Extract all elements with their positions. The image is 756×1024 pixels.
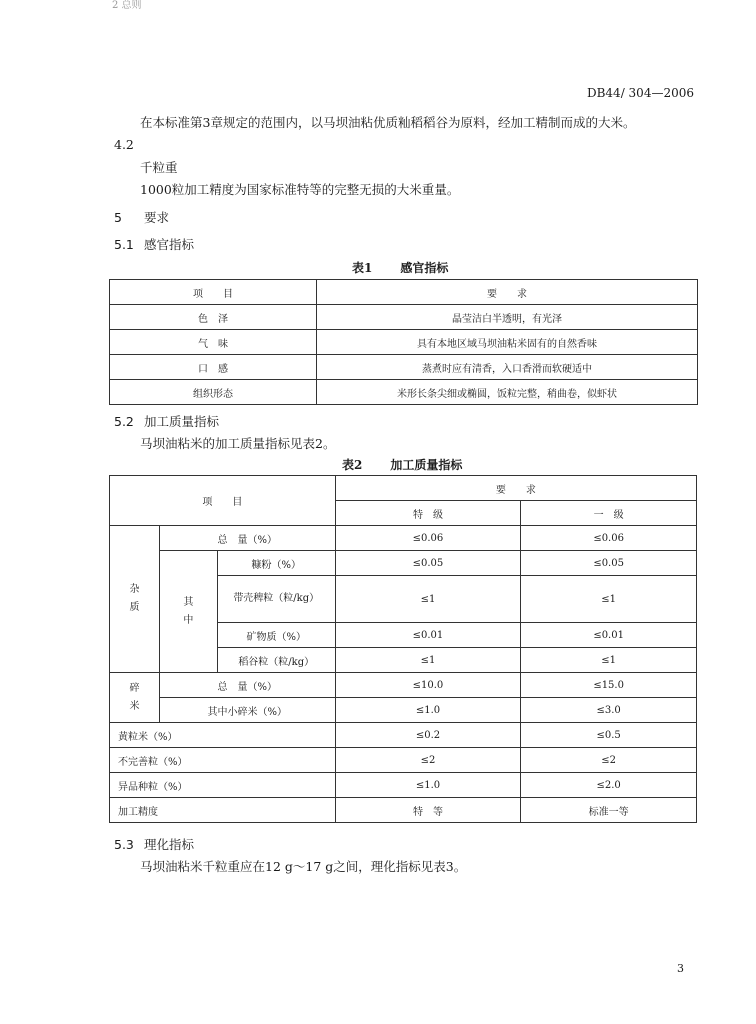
- table2-caption-title: 加工质量指标: [390, 458, 463, 472]
- paragraph-definition: 在本标准第3章规定的范围内，以马坝油粘优质籼稻稻谷为原料，经加工精制而成的大米。: [140, 115, 636, 130]
- table2-row-label: 不完善粒（%）: [110, 748, 336, 773]
- section-5-1-title: 感官指标: [144, 237, 195, 252]
- table2-header-grade-first: 一 级: [521, 501, 697, 526]
- section-5-2-text: 马坝油粘米的加工质量指标见表2。: [140, 436, 336, 451]
- table1-cell-requirement: 米形长条尖细或椭圆，饭粒完整，稍曲卷，似虾状: [317, 380, 698, 405]
- table2-cell-special: ≤10.0: [335, 673, 521, 698]
- table-row: [110, 380, 698, 405]
- table-row: [110, 551, 697, 576]
- table-row: [110, 305, 698, 330]
- table2-cell-first: 标准一等: [521, 798, 697, 823]
- table2-impurity-label: 杂 质: [110, 526, 160, 673]
- table2-cell-first: ≤0.06: [521, 526, 697, 551]
- table1-header-item: 项 目: [110, 280, 317, 305]
- section-4-2-term: 千粒重: [140, 160, 178, 175]
- table2-row-label: 总 量（%）: [159, 673, 335, 698]
- table2-cell-first: ≤0.01: [521, 623, 697, 648]
- table1-caption-title: 感官指标: [400, 261, 449, 275]
- table-row: [110, 748, 697, 773]
- table2-row-label: 黄粒米（%）: [110, 723, 336, 748]
- table2-cell-special: 特 等: [335, 798, 521, 823]
- table2-cell-first: ≤1: [521, 576, 697, 623]
- table2-cell-first: ≤2.0: [521, 773, 697, 798]
- table1-caption-number: 表1: [352, 261, 373, 275]
- table-row: [110, 698, 697, 723]
- table2-cell-first: ≤3.0: [521, 698, 697, 723]
- table1-cell-item: 口 感: [110, 355, 317, 380]
- table1-cell-item: 组织形态: [110, 380, 317, 405]
- table2-cell-special: ≤0.05: [335, 551, 521, 576]
- top-fragment: 2 总则: [112, 0, 142, 11]
- table2-among-label: 其 中: [159, 551, 217, 673]
- section-5-3-text: 马坝油粘米千粒重应在12 g～17 g之间，理化指标见表3。: [140, 859, 467, 874]
- table2-row-label: 总 量（%）: [159, 526, 335, 551]
- table-row: [110, 476, 697, 501]
- table2-cell-first: ≤0.5: [521, 723, 697, 748]
- table2-row-label: 矿物质（%）: [217, 623, 335, 648]
- table2-row-label: 其中小碎米（%）: [159, 698, 335, 723]
- section-5-number: 5: [114, 210, 122, 225]
- table1-header-requirement: 要 求: [317, 280, 698, 305]
- section-5-2-number: 5.2: [114, 414, 134, 429]
- table2-cell-special: ≤0.06: [335, 526, 521, 551]
- table1-cell-requirement: 蒸煮时应有清香，入口香滑而软硬适中: [317, 355, 698, 380]
- table1-cell-item: 气 味: [110, 330, 317, 355]
- table2-cell-special: ≤1: [335, 648, 521, 673]
- table1-cell-requirement: 晶莹洁白半透明，有光泽: [317, 305, 698, 330]
- table2-broken-label: 碎 米: [110, 673, 160, 723]
- table-row: [110, 355, 698, 380]
- section-5-3-title: 理化指标: [144, 837, 195, 852]
- table2-header-grade-special: 特 级: [335, 501, 521, 526]
- section-5-1-number: 5.1: [114, 237, 134, 252]
- section-5-2-heading: [114, 412, 219, 430]
- table2-cell-special: ≤0.01: [335, 623, 521, 648]
- table2-caption-number: 表2: [342, 458, 363, 472]
- table1-caption: [352, 259, 448, 276]
- table2-cell-special: ≤1.0: [335, 698, 521, 723]
- table-row: [110, 280, 698, 305]
- section-4-2-definition: 1000粒加工精度为国家标准特等的完整无损的大米重量。: [140, 182, 460, 197]
- table2-header-requirement: 要 求: [335, 476, 696, 501]
- table2-cell-special: ≤1.0: [335, 773, 521, 798]
- table-row: [110, 673, 697, 698]
- table2-header-item: 项 目: [110, 476, 336, 526]
- section-5-title: 要求: [144, 210, 170, 225]
- table2-cell-first: ≤2: [521, 748, 697, 773]
- section-5-1-heading: [114, 235, 194, 253]
- table2-row-label: 稻谷粒（粒/kg）: [217, 648, 335, 673]
- table2-row-label: 异品种粒（%）: [110, 773, 336, 798]
- table2-cell-special: ≤1: [335, 576, 521, 623]
- table-row: [110, 526, 697, 551]
- section-5-3-number: 5.3: [114, 837, 134, 852]
- section-5-3-heading: [114, 835, 194, 853]
- table-row: [110, 773, 697, 798]
- table2-cell-special: ≤2: [335, 748, 521, 773]
- table2-cell-first: ≤1: [521, 648, 697, 673]
- table-row: [110, 798, 697, 823]
- table2-cell-first: ≤15.0: [521, 673, 697, 698]
- page-number: 3: [677, 962, 684, 975]
- table-sensory: [109, 279, 698, 405]
- table-row: [110, 723, 697, 748]
- table2-caption: [342, 456, 462, 473]
- section-5-2-title: 加工质量指标: [144, 414, 220, 429]
- table1-cell-requirement: 具有本地区域马坝油粘米固有的自然香味: [317, 330, 698, 355]
- table-row: [110, 330, 698, 355]
- table2-row-label: 加工精度: [110, 798, 336, 823]
- table2-row-label: 糠粉（%）: [217, 551, 335, 576]
- section-5-heading: [114, 208, 169, 226]
- table2-cell-special: ≤0.2: [335, 723, 521, 748]
- table1-cell-item: 色 泽: [110, 305, 317, 330]
- table2-row-label: 带壳稗粒（粒/kg）: [217, 576, 335, 623]
- table-processing-quality: [109, 475, 697, 823]
- section-4-2-number: 4.2: [114, 137, 134, 152]
- table2-cell-first: ≤0.05: [521, 551, 697, 576]
- document-number: DB44/ 304—2006: [586, 86, 694, 100]
